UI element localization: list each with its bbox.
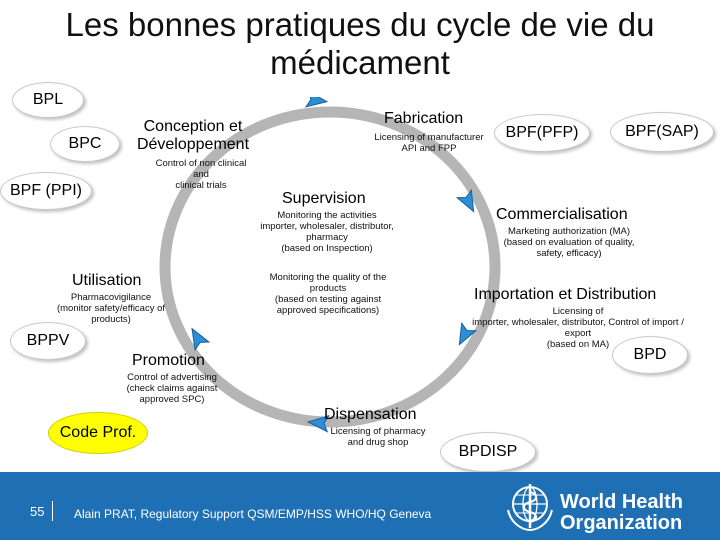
stage-dispensation-desc (322, 426, 434, 448)
stage-conception-desc (140, 158, 262, 191)
stage-commercialisation-desc-line: (based on evaluation of quality, (503, 237, 635, 248)
footer-author: Alain PRAT, Regulatory Support QSM/EMP/HSS WHO/HQ Geneva (74, 507, 432, 521)
stage-fabrication-title: Fabrication (384, 110, 464, 127)
badge-bpd-label: BPD (633, 346, 667, 363)
badge-bpl-label: BPL (32, 91, 64, 108)
supervision-desc-line: importer, wholesaler, distributor, (260, 221, 394, 232)
supervision-desc-line: Monitoring the quality of the (269, 272, 387, 283)
stage-commercialisation-desc-line: Marketing authorization (MA) (508, 226, 630, 237)
who-organization-name (560, 492, 683, 534)
stage-dispensation-desc-line: Licensing of pharmacy (330, 426, 426, 437)
badge-bpdisp (440, 432, 536, 472)
stage-promotion-desc-line: (check claims against (126, 383, 218, 394)
stage-commercialisation-desc (494, 226, 644, 259)
stage-conception-title-line1: Conception et (143, 118, 243, 135)
who-emblem-icon (505, 480, 555, 532)
badge-code-prof-label: Code Prof. (59, 424, 137, 441)
stage-conception-desc-line: clinical trials (175, 180, 227, 191)
badge-bpdisp-label: BPDISP (458, 443, 518, 460)
stage-importation-desc-line: importer, wholesaler, distributor, Control of import / (472, 317, 684, 328)
who-name-line-1: World Health (560, 491, 683, 513)
stage-dispensation-desc-line: and drug shop (347, 437, 409, 448)
stage-utilisation-desc-line: (monitor safety/efficacy of (56, 303, 166, 314)
badge-bpc-label: BPC (68, 135, 102, 152)
badge-bpf-ppi (0, 172, 92, 210)
stage-utilisation-desc-line: products) (91, 314, 131, 325)
badge-bpf-pfp-label: BPF(PFP) (505, 124, 579, 141)
stage-utilisation-desc (50, 292, 172, 325)
supervision-desc-line: (based on Inspection) (281, 243, 373, 254)
supervision-desc-quality (252, 272, 404, 316)
badge-bpf-sap (610, 112, 714, 152)
stage-importation-desc-line: export (564, 328, 592, 339)
stage-promotion-desc (112, 372, 232, 405)
badge-bpc (50, 126, 120, 162)
badge-bpf-ppi-label: BPF (PPI) (9, 182, 82, 199)
stage-fabrication-desc-line: API and FPP (401, 143, 457, 154)
stage-promotion-desc-line: Control of advertising (127, 372, 217, 383)
page-number: 55 (30, 504, 45, 519)
stage-commercialisation-desc-line: safety, efficacy) (536, 248, 602, 259)
stage-importation-title: Importation et Distribution (474, 286, 657, 303)
badge-bpf-sap-label: BPF(SAP) (625, 123, 699, 140)
stage-commercialisation-title: Commercialisation (496, 206, 628, 223)
stage-fabrication-desc (362, 132, 496, 154)
slide-title (0, 6, 720, 82)
stage-utilisation-desc-line: Pharmacovigilance (70, 292, 152, 303)
stage-importation-desc-line: (based on MA) (546, 339, 610, 350)
title-line-2: médicament (270, 44, 450, 81)
page-number-divider (52, 501, 53, 521)
supervision-title: Supervision (282, 190, 366, 207)
supervision-desc-activities (252, 210, 402, 254)
stage-utilisation-title: Utilisation (72, 272, 142, 289)
badge-bpl (12, 82, 84, 118)
supervision-desc-line: Monitoring the activities (277, 210, 377, 221)
stage-dispensation-title: Dispensation (324, 406, 417, 423)
stage-importation-desc (450, 306, 706, 350)
stage-conception-title (118, 118, 268, 154)
badge-bppv-label: BPPV (26, 332, 70, 349)
stage-importation-desc-line: Licensing of (552, 306, 604, 317)
supervision-desc-line: (based on testing against (274, 294, 382, 305)
badge-bpf-pfp (494, 114, 590, 152)
supervision-desc-line: approved specifications) (276, 305, 380, 316)
title-line-1: Les bonnes pratiques du cycle de vie du (65, 6, 655, 43)
supervision-desc-line: pharmacy (306, 232, 348, 243)
stage-fabrication-desc-line: Licensing of manufacturer (374, 132, 484, 143)
stage-conception-desc-line: Control of non clinical (155, 158, 247, 169)
footer-bar (0, 472, 720, 540)
stage-promotion-title: Promotion (132, 352, 205, 369)
who-name-line-2: Organization (560, 512, 683, 534)
stage-promotion-desc-line: approved SPC) (139, 394, 205, 405)
stage-conception-desc-line: and (193, 169, 209, 180)
stage-conception-title-line2: Développement (136, 136, 250, 153)
badge-code-prof (48, 412, 148, 454)
supervision-desc-line: products (309, 283, 347, 294)
badge-bppv (10, 322, 86, 360)
